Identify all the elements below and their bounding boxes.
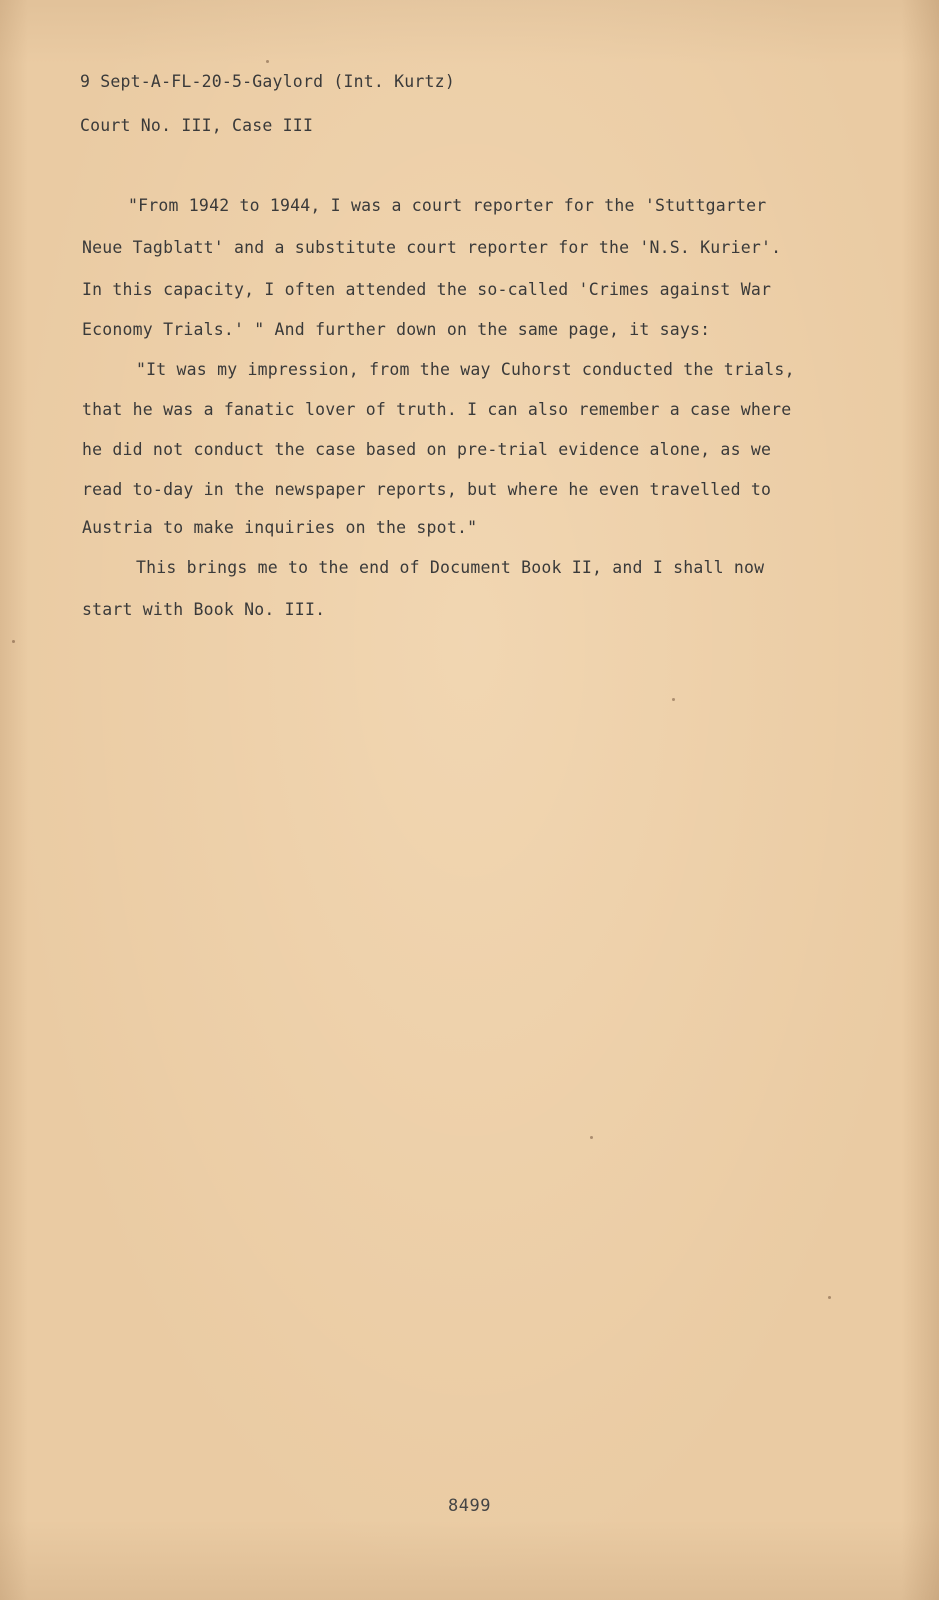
paper-speck: [266, 60, 269, 63]
text-line: read to-day in the newspaper reports, but where he even travelled to: [82, 480, 772, 499]
paper-speck: [590, 1136, 593, 1139]
text-line: "It was my impression, from the way Cuhorst conducted the trials,: [136, 360, 795, 379]
header-reference: 9 Sept-A-FL-20-5-Gaylord (Int. Kurtz): [80, 72, 455, 91]
text-line: "From 1942 to 1944, I was a court reporter for the 'Stuttgarter: [128, 196, 767, 215]
header-court: Court No. III, Case III: [80, 116, 314, 135]
paper-speck: [12, 640, 15, 643]
paper-speck: [828, 1296, 831, 1299]
text-line: Neue Tagblatt' and a substitute court reporter for the 'N.S. Kurier'.: [82, 238, 782, 257]
text-line: Austria to make inquiries on the spot.": [82, 518, 478, 537]
text-line: This brings me to the end of Document Book II, and I shall now: [136, 558, 765, 577]
text-line: that he was a fanatic lover of truth. I can also remember a case where: [82, 400, 792, 419]
text-line: he did not conduct the case based on pre-trial evidence alone, as we: [82, 440, 772, 459]
text-line: In this capacity, I often attended the so-called 'Crimes against War: [82, 280, 772, 299]
paper-speck: [672, 698, 675, 701]
text-line: start with Book No. III.: [82, 600, 326, 619]
page-number: 8499: [448, 1496, 491, 1516]
text-line: Economy Trials.' " And further down on the same page, it says:: [82, 320, 711, 339]
